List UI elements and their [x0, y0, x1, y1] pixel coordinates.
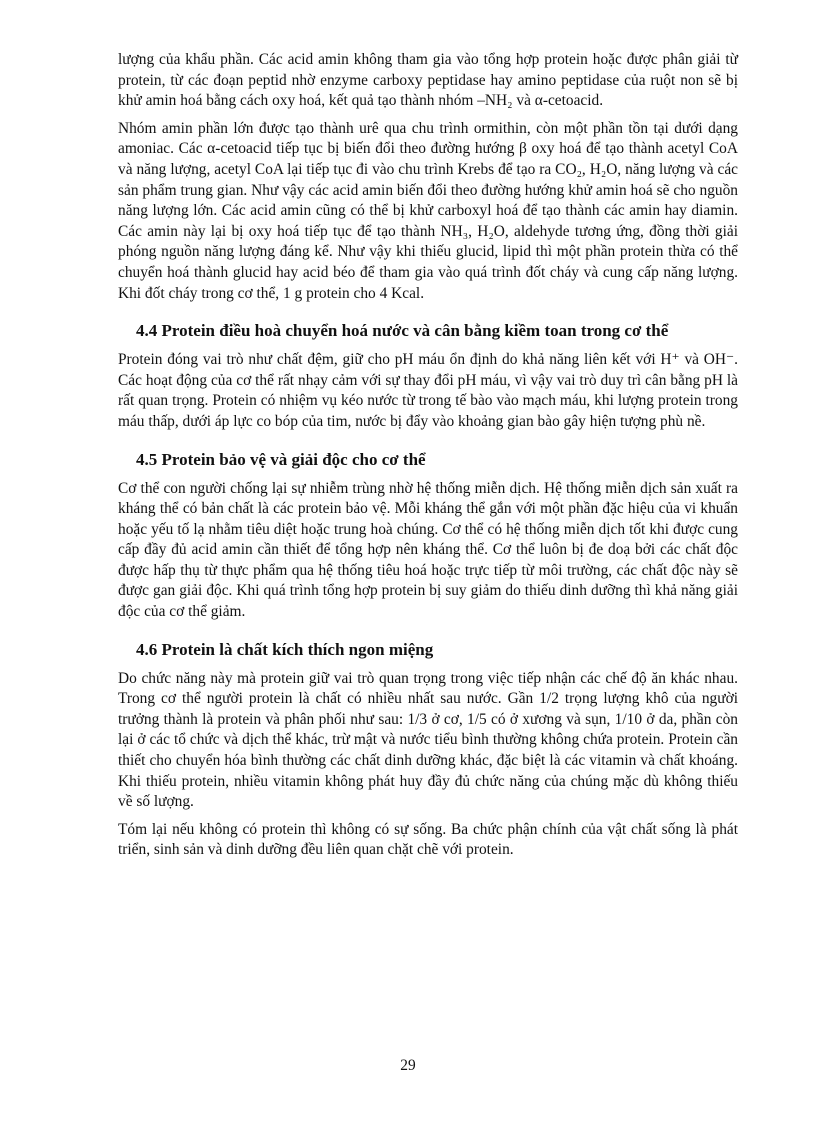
paragraph: Do chức năng này mà protein giữ vai trò quan trọng trong việc tiếp nhận các chế độ ăn khác nhau. Trong cơ thể người protein là chất có nhiều nhất sau nước. Gần 1/2 trọng lượng khô của người trưởng thành là protein và phân phối như sau: 1/3 ở cơ, 1/5 có ở xương và sụn, 1/10 ở da, phần còn lại ở các tổ chức và dịch thể khác, trừ mật và nước tiểu bình thường không chứa protein. Protein cần thiết cho chuyển hóa bình thường các chất dinh dưỡng khác, đặc biệt là các vitamin và chất khoáng. Khi thiếu protein, nhiều vitamin không phát huy đầy đủ chức năng của chúng mặc dù không thiếu về số lượng. — [118, 669, 738, 811]
paragraph: Protein đóng vai trò như chất đệm, giữ cho pH máu ổn định do khả năng liên kết với H⁺ và OH⁻. Các hoạt động của cơ thể rất nhạy cảm với sự thay đổi pH máu, vì vậy vai trò duy trì cân bằng pH là rất quan trọng. Protein có nhiệm vụ kéo nước từ trong tế bào vào mạch máu, khi lượng protein trong máu thấp, dưới áp lực co bóp của tim, nước bị đẩy vào khoảng gian bào gây hiện tượng phù nề. — [118, 351, 738, 430]
paragraph: Nhóm amin phần lớn được tạo thành urê qua chu trình ormithin, còn một phần tồn tại dưới dạng amoniac. Các α-cetoacid tiếp tục bị biến đổi theo đường hướng β oxy hoá để tạo thành acetyl CoA và năng lượng, acetyl CoA lại tiếp tục đi vào chu trình Krebs để tạo ra CO₂, H₂O, năng lượng và các sản phẩm trung gian. Như vậy các acid amin biến đổi theo đường hướng khử amin hoá sẽ cho nguồn năng lượng lớn. Các acid amin cũng có thể bị khử carboxyl hoá để tạo thành các amin hay diamin. Các amin này lại bị oxy hoá tiếp tục để tạo thành NH₃, H₂O, aldehyde tương ứng, đồng thời giải phóng nguồn năng lượng đáng kể. Như vậy khi thiếu glucid, lipid thì một phần protein thừa có thể chuyển hoá thành glucid hay acid béo để tham gia vào quá trình đốt cháy và cung cấp năng lượng. Khi đốt cháy trong cơ thể, 1 g protein cho 4 Kcal. — [118, 119, 738, 302]
paragraph: lượng của khẩu phần. Các acid amin không tham gia vào tổng hợp protein hoặc được phân giải từ protein, từ các đoạn peptid nhờ enzyme carboxy peptidase hay amino peptidase của ruột non sẽ bị khử amin hoá bằng cách oxy hoá, kết quả tạo thành nhóm –NH₂ và α-cetoacid. — [118, 51, 738, 110]
page-content — [118, 50, 738, 868]
paragraph: Cơ thể con người chống lại sự nhiễm trùng nhờ hệ thống miễn dịch. Hệ thống miễn dịch sản xuất ra kháng thể có bản chất là các protein bảo vệ. Mỗi kháng thể gắn với một phần đặc hiệu của vi khuẩn hoặc yếu tố lạ nhằm tiêu diệt hoặc trung hoà chúng. Cơ thể có hệ thống miễn dịch tốt khi được cung cấp đầy đủ acid amin cần thiết để tổng hợp nên kháng thể. Cơ thể luôn bị đe doạ bởi các chất độc được hấp thụ từ thực phẩm qua hệ thống tiêu hoá hoặc trực tiếp từ môi trường, các chất độc này sẽ được gan giải độc. Khi quá trình tổng hợp protein bị suy giảm do thiếu dinh dưỡng thì khả năng giải độc của cơ thể giảm. — [118, 479, 738, 621]
section-heading: 4.5 Protein bảo vệ và giải độc cho cơ thể — [136, 449, 426, 469]
paragraph: Tóm lại nếu không có protein thì không có sự sống. Ba chức phận chính của vật chất sống là phát triển, sinh sản và dinh dưỡng đều liên quan chặt chẽ với protein. — [118, 820, 738, 859]
section-heading: 4.6 Protein là chất kích thích ngon miệng — [136, 639, 434, 659]
page-number: 29 — [400, 1057, 416, 1074]
section-heading: 4.4 Protein điều hoà chuyển hoá nước và cân bằng kiềm toan trong cơ thể — [136, 321, 669, 341]
